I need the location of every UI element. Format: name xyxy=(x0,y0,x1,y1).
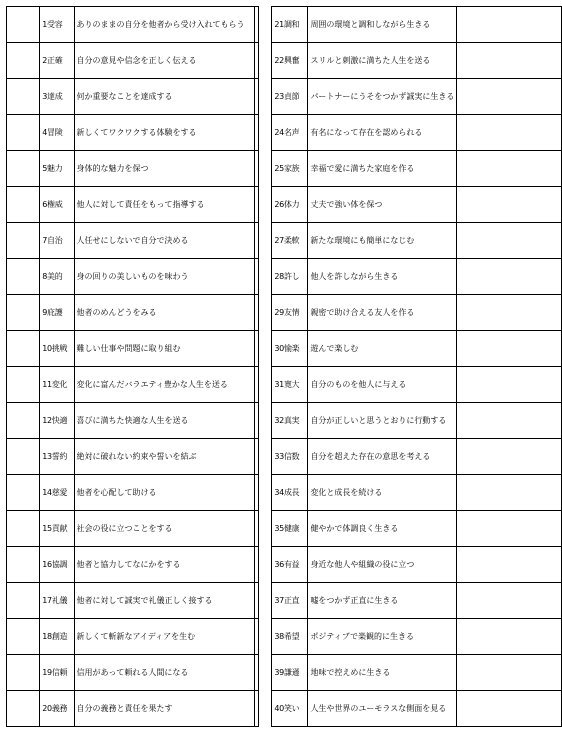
right-value-label: 33信数 xyxy=(272,439,308,475)
right-value-label: 31寛大 xyxy=(272,367,308,403)
right-value-label: 29友情 xyxy=(272,295,308,331)
right-blank-cell xyxy=(457,223,562,259)
left-value-description: 自分の義務と責任を果たす xyxy=(74,691,255,727)
values-table xyxy=(6,6,562,727)
left-value-description: 何か重要なことを達成する xyxy=(74,79,255,115)
right-blank-cell xyxy=(457,403,562,439)
left-value-label: 17礼儀 xyxy=(40,583,74,619)
left-value-description: 身の回りの美しいものを味わう xyxy=(74,259,255,295)
left-blank-cell xyxy=(7,547,40,583)
left-value-label: 12快適 xyxy=(40,403,74,439)
right-value-label: 38希望 xyxy=(272,619,308,655)
column-gap xyxy=(259,547,272,583)
right-blank-cell xyxy=(457,115,562,151)
right-value-label: 24名声 xyxy=(272,115,308,151)
left-blank-cell xyxy=(7,223,40,259)
right-value-description: 周囲の環境と調和しながら生きる xyxy=(308,7,457,43)
right-value-label: 36有益 xyxy=(272,547,308,583)
right-blank-cell xyxy=(457,7,562,43)
right-value-label: 39謙遜 xyxy=(272,655,308,691)
column-gap xyxy=(259,475,272,511)
right-value-description: 親密で助け合える友人を作る xyxy=(308,295,457,331)
left-value-description: 社会の役に立つことをする xyxy=(74,511,255,547)
column-gap xyxy=(259,295,272,331)
column-gap xyxy=(259,655,272,691)
right-value-label: 26体力 xyxy=(272,187,308,223)
right-value-description: 健やかで体調良く生きる xyxy=(308,511,457,547)
right-value-description: 有名になって存在を認められる xyxy=(308,115,457,151)
right-value-description: スリルと刺激に満ちた人生を送る xyxy=(308,43,457,79)
right-blank-cell xyxy=(457,511,562,547)
column-gap xyxy=(259,619,272,655)
table-row xyxy=(7,331,562,367)
values-sheet xyxy=(6,6,562,727)
left-value-description: 絶対に破れない約束や誓いを結ぶ xyxy=(74,439,255,475)
column-gap xyxy=(259,151,272,187)
right-value-description: 自分を超えた存在の意思を考える xyxy=(308,439,457,475)
column-gap xyxy=(259,439,272,475)
left-value-label: 9庇護 xyxy=(40,295,74,331)
left-blank-cell xyxy=(7,331,40,367)
column-gap xyxy=(259,403,272,439)
right-value-label: 35健康 xyxy=(272,511,308,547)
left-blank-cell xyxy=(7,619,40,655)
left-value-description: ありのままの自分を他者から受け入れてもらう xyxy=(74,7,255,43)
left-blank-cell xyxy=(7,151,40,187)
table-row xyxy=(7,439,562,475)
column-gap xyxy=(259,43,272,79)
left-value-label: 13誓約 xyxy=(40,439,74,475)
right-value-description: 嘘をつかず正直に生きる xyxy=(308,583,457,619)
column-gap xyxy=(259,79,272,115)
right-blank-cell xyxy=(457,475,562,511)
left-value-description: 新しくてワクワクする体験をする xyxy=(74,115,255,151)
right-value-description: 地味で控えめに生きる xyxy=(308,655,457,691)
left-value-label: 8美的 xyxy=(40,259,74,295)
left-blank-cell xyxy=(7,367,40,403)
right-blank-cell xyxy=(457,259,562,295)
column-gap xyxy=(259,367,272,403)
right-value-description: 自分が正しいと思うとおりに行動する xyxy=(308,403,457,439)
right-blank-cell xyxy=(457,367,562,403)
right-value-description: パートナーにうそをつかず誠実に生きる xyxy=(308,79,457,115)
table-row xyxy=(7,403,562,439)
table-row xyxy=(7,367,562,403)
left-blank-cell xyxy=(7,259,40,295)
values-table-body xyxy=(7,7,562,727)
table-row xyxy=(7,511,562,547)
left-value-label: 20義務 xyxy=(40,691,74,727)
right-blank-cell xyxy=(457,331,562,367)
table-row xyxy=(7,583,562,619)
left-value-label: 5魅力 xyxy=(40,151,74,187)
left-value-description: 変化に富んだバラエティ豊かな人生を送る xyxy=(74,367,255,403)
right-value-description: 丈夫で強い体を保つ xyxy=(308,187,457,223)
left-value-description: 身体的な魅力を保つ xyxy=(74,151,255,187)
left-blank-cell xyxy=(7,187,40,223)
table-row xyxy=(7,259,562,295)
right-blank-cell xyxy=(457,655,562,691)
right-value-label: 21調和 xyxy=(272,7,308,43)
left-value-label: 4冒険 xyxy=(40,115,74,151)
right-value-description: 他人を許しながら生きる xyxy=(308,259,457,295)
right-value-label: 34成長 xyxy=(272,475,308,511)
table-row xyxy=(7,7,562,43)
table-row xyxy=(7,655,562,691)
left-value-label: 1受容 xyxy=(40,7,74,43)
column-gap xyxy=(259,223,272,259)
left-blank-cell xyxy=(7,79,40,115)
table-row xyxy=(7,691,562,727)
left-value-description: 他者のめんどうをみる xyxy=(74,295,255,331)
column-gap xyxy=(259,331,272,367)
left-value-label: 10挑戦 xyxy=(40,331,74,367)
left-value-description: 他者と協力してなにかをする xyxy=(74,547,255,583)
right-value-description: 身近な他人や組織の役に立つ xyxy=(308,547,457,583)
left-value-label: 2正確 xyxy=(40,43,74,79)
left-value-description: 他者を心配して助ける xyxy=(74,475,255,511)
left-value-label: 6権威 xyxy=(40,187,74,223)
right-value-label: 28許し xyxy=(272,259,308,295)
left-blank-cell xyxy=(7,583,40,619)
table-row xyxy=(7,151,562,187)
right-value-description: 新たな環境にも簡単になじむ xyxy=(308,223,457,259)
table-row xyxy=(7,115,562,151)
table-row xyxy=(7,295,562,331)
right-value-label: 23貞節 xyxy=(272,79,308,115)
left-value-description: 自分の意見や信念を正しく伝える xyxy=(74,43,255,79)
table-row xyxy=(7,475,562,511)
right-blank-cell xyxy=(457,439,562,475)
table-row xyxy=(7,187,562,223)
left-value-description: 喜びに満ちた快適な人生を送る xyxy=(74,403,255,439)
left-value-description: 難しい仕事や問題に取り組む xyxy=(74,331,255,367)
right-blank-cell xyxy=(457,79,562,115)
column-gap xyxy=(259,7,272,43)
left-value-description: 信用があって頼れる人間になる xyxy=(74,655,255,691)
column-gap xyxy=(259,259,272,295)
right-blank-cell xyxy=(457,43,562,79)
left-blank-cell xyxy=(7,295,40,331)
left-value-label: 14慈愛 xyxy=(40,475,74,511)
left-blank-cell xyxy=(7,43,40,79)
right-blank-cell xyxy=(457,187,562,223)
right-value-label: 22興奮 xyxy=(272,43,308,79)
right-value-description: 人生や世界のユーモラスな側面を見る xyxy=(308,691,457,727)
left-value-label: 11変化 xyxy=(40,367,74,403)
left-blank-cell xyxy=(7,691,40,727)
right-value-description: 変化と成長を続ける xyxy=(308,475,457,511)
right-value-description: 自分のものを他人に与える xyxy=(308,367,457,403)
right-blank-cell xyxy=(457,295,562,331)
left-blank-cell xyxy=(7,439,40,475)
table-row xyxy=(7,43,562,79)
left-blank-cell xyxy=(7,475,40,511)
left-blank-cell xyxy=(7,511,40,547)
left-value-description: 新しくて斬新なアイディアを生む xyxy=(74,619,255,655)
left-value-label: 7自治 xyxy=(40,223,74,259)
left-blank-cell xyxy=(7,655,40,691)
column-gap xyxy=(259,691,272,727)
right-value-description: ポジティブで楽観的に生きる xyxy=(308,619,457,655)
right-value-label: 32真実 xyxy=(272,403,308,439)
column-gap xyxy=(259,511,272,547)
right-value-description: 幸福で愛に満ちた家庭を作る xyxy=(308,151,457,187)
column-gap xyxy=(259,187,272,223)
right-value-label: 27柔軟 xyxy=(272,223,308,259)
left-value-description: 他者に対して誠実で礼儀正しく接する xyxy=(74,583,255,619)
right-blank-cell xyxy=(457,691,562,727)
table-row xyxy=(7,547,562,583)
left-value-description: 人任せにしないで自分で決める xyxy=(74,223,255,259)
right-value-label: 40笑い xyxy=(272,691,308,727)
table-row xyxy=(7,619,562,655)
left-blank-cell xyxy=(7,403,40,439)
right-value-description: 遊んで楽しむ xyxy=(308,331,457,367)
left-value-label: 3達成 xyxy=(40,79,74,115)
right-value-label: 30愉楽 xyxy=(272,331,308,367)
right-blank-cell xyxy=(457,583,562,619)
left-value-description: 他人に対して責任をもって指導する xyxy=(74,187,255,223)
right-blank-cell xyxy=(457,151,562,187)
table-row xyxy=(7,223,562,259)
left-value-label: 16協調 xyxy=(40,547,74,583)
column-gap xyxy=(259,583,272,619)
right-value-label: 25家族 xyxy=(272,151,308,187)
table-row xyxy=(7,79,562,115)
left-value-label: 19信頼 xyxy=(40,655,74,691)
left-value-label: 18創造 xyxy=(40,619,74,655)
left-blank-cell xyxy=(7,115,40,151)
column-gap xyxy=(259,115,272,151)
right-blank-cell xyxy=(457,619,562,655)
left-blank-cell xyxy=(7,7,40,43)
left-value-label: 15貢献 xyxy=(40,511,74,547)
right-value-label: 37正直 xyxy=(272,583,308,619)
right-blank-cell xyxy=(457,547,562,583)
